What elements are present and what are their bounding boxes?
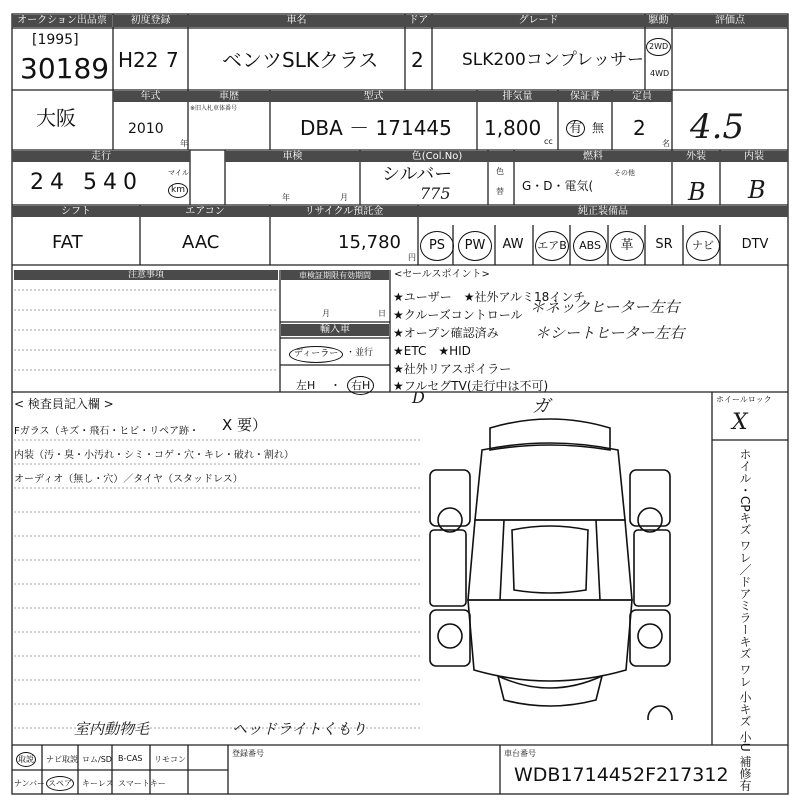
color-change-a: 色 bbox=[496, 167, 504, 176]
inspector-glass-need: X 要） bbox=[222, 416, 268, 434]
inspection-year-unit: 年 bbox=[282, 193, 290, 202]
displacement-value: 1,800 bbox=[484, 116, 542, 140]
car-body-diagram bbox=[420, 396, 680, 720]
label-year: 年式 bbox=[113, 91, 188, 102]
recall-month: 月 bbox=[322, 309, 330, 318]
cc-unit: cc bbox=[544, 137, 553, 146]
parallel: ・並行 bbox=[346, 348, 374, 358]
warranty-yes-circled: 有 bbox=[566, 120, 585, 137]
color-value: シルバー bbox=[382, 164, 453, 185]
hand-seat-heater: ＊シートヒーター左右 bbox=[535, 324, 685, 342]
label-fuel: 燃料 bbox=[514, 151, 672, 162]
label-vehicle-inspection: 車検 bbox=[225, 151, 360, 162]
inspection-month-unit: 月 bbox=[340, 193, 348, 202]
inspector-title: < 検査員記入欄 > bbox=[14, 397, 114, 411]
drive-4wd: 4WD bbox=[650, 69, 670, 78]
bottom-item-navi-manual: ナビ取説 bbox=[46, 755, 78, 764]
selling-point: ★ETC ★HID bbox=[393, 344, 471, 358]
hand-d-mark: D bbox=[412, 388, 425, 407]
handle-sep: ・ bbox=[330, 379, 341, 392]
selling-point: ★ユーザー ★社外アルミ18インチ bbox=[393, 290, 586, 304]
label-capacity: 定員 bbox=[612, 91, 672, 102]
option-dtv: DTV bbox=[741, 237, 769, 252]
wheel-lock-mark: X bbox=[732, 410, 748, 435]
first-reg-month: 7 bbox=[166, 48, 179, 72]
bottom-item-manual: 取説 bbox=[16, 752, 36, 767]
mileage-unit-km-circled: km bbox=[168, 183, 188, 198]
handle-left: 左H bbox=[296, 379, 316, 392]
label-aircon: エアコン bbox=[140, 206, 270, 217]
label-mileage: 走行 bbox=[12, 151, 190, 162]
label-color: 色(Col.No) bbox=[360, 151, 514, 162]
fuel-other: その他 bbox=[614, 169, 635, 177]
option-aw: AW bbox=[502, 237, 524, 252]
selling-point: ★社外リアスポイラー bbox=[393, 362, 512, 376]
label-shift: シフト bbox=[12, 206, 140, 217]
grade-value: SLK200コンプレッサー bbox=[462, 50, 645, 70]
label-mileage-cert: 車歴 bbox=[188, 91, 270, 102]
hand-headlight-fog: ヘッドライトくもり bbox=[232, 720, 367, 738]
model-year: 2010 bbox=[128, 121, 164, 137]
label-car-name: 車名 bbox=[188, 15, 405, 27]
doors-value: 2 bbox=[411, 48, 424, 72]
option-pw: PW bbox=[458, 231, 492, 261]
label-exterior: 外装 bbox=[672, 151, 720, 162]
interior-grade: B bbox=[748, 176, 766, 204]
label-remarks: 注意事項 bbox=[14, 270, 278, 280]
label-reg-number: 登録番号 bbox=[232, 749, 264, 758]
bottom-item-bcas: B-CAS bbox=[118, 754, 143, 763]
selling-point: ★フルセグTV(走行中は不可) bbox=[393, 379, 549, 393]
inspector-audio: オーディオ（無し・穴）／タイヤ（スタッドレス） bbox=[14, 474, 243, 485]
label-first-reg: 初度登録 bbox=[113, 15, 188, 27]
label-grade: グレード bbox=[432, 15, 645, 27]
hand-ga-mark: ガ bbox=[532, 396, 550, 417]
bottom-item-keyless: キーレス bbox=[82, 779, 114, 788]
selling-point: ★クルーズコントロール bbox=[393, 308, 523, 322]
region-value: 大阪 bbox=[36, 106, 76, 130]
right-vertical-note: ホイル・CPキズ ワレ／ドアミラーキズ ワレ 小キズ 小U 補修有 bbox=[738, 448, 752, 792]
bottom-item-spare: スペア bbox=[46, 776, 74, 791]
header-hidden-title: オークション出品票 bbox=[12, 15, 112, 27]
label-doors: ドア bbox=[405, 15, 432, 27]
selling-point: ★オープン確認済み bbox=[393, 326, 499, 340]
option-sr: SR bbox=[655, 237, 673, 252]
cert-note: ※旧入札車体番号 bbox=[190, 105, 238, 112]
bottom-item-rom-sd: ロム/SD bbox=[82, 755, 112, 764]
yen-unit: 円 bbox=[408, 253, 416, 262]
color-code: 775 bbox=[420, 184, 451, 203]
option-navi: ナビ bbox=[686, 231, 720, 261]
label-drive: 駆動 bbox=[645, 15, 672, 27]
label-equipment: 純正装備品 bbox=[418, 206, 788, 217]
label-recycle: リサイクル預託金 bbox=[270, 206, 418, 217]
year-unit: 年 bbox=[180, 139, 188, 148]
inspector-glass: Fガラス（キズ・飛石・ヒビ・リペア跡・ bbox=[14, 426, 200, 437]
capacity-value: 2 bbox=[633, 116, 646, 140]
recall-day: 日 bbox=[378, 309, 386, 318]
label-selling-points: <セールスポイント> bbox=[394, 269, 490, 280]
bottom-item-plate: ナンバー bbox=[14, 779, 46, 788]
label-interior: 内装 bbox=[720, 151, 788, 162]
mileage-digits: 24 540 bbox=[30, 170, 143, 195]
chassis-number: WDB1714452F217312 bbox=[514, 764, 729, 786]
first-reg-era: H22 bbox=[118, 48, 159, 72]
lot-number: 30189 bbox=[20, 52, 110, 85]
color-change-b: 替 bbox=[496, 187, 504, 196]
shift-value: FAT bbox=[52, 232, 83, 253]
label-import: 輸入車 bbox=[281, 324, 389, 336]
label-wheel-lock: ホイールロック bbox=[716, 395, 772, 404]
drive-2wd-circled: 2WD bbox=[646, 38, 671, 56]
score-handwritten: 4.5 bbox=[690, 107, 745, 147]
bottom-item-smartkey: スマートキー bbox=[118, 779, 166, 788]
dealer-circled: ディーラー bbox=[289, 346, 343, 363]
label-displacement: 排気量 bbox=[477, 91, 558, 102]
handle-right-circled: 右H bbox=[347, 376, 374, 395]
label-score: 評価点 bbox=[672, 15, 788, 27]
option-airbag: エアB bbox=[535, 231, 569, 261]
capacity-unit: 名 bbox=[662, 139, 670, 148]
hand-neck-heater: ＊ネックヒーター左右 bbox=[530, 298, 680, 316]
model-code: DBA － 171445 bbox=[300, 116, 452, 140]
option-leather: 革 bbox=[610, 231, 644, 261]
option-ps: PS bbox=[420, 231, 454, 261]
label-chassis: 車台番号 bbox=[504, 749, 536, 758]
aircon-value: AAC bbox=[182, 232, 220, 253]
recycle-fee: 15,780 bbox=[338, 232, 401, 253]
label-warranty: 保証書 bbox=[558, 91, 612, 102]
hand-animal-hair: 室内動物毛 bbox=[74, 720, 150, 738]
auction-code: [1995] bbox=[32, 32, 79, 48]
inspector-interior: 内装（汚・臭・小汚れ・シミ・コゲ・穴・キレ・破れ・割れ） bbox=[14, 450, 294, 461]
option-abs: ABS bbox=[573, 231, 607, 261]
fuel-value: G・D・電気( bbox=[522, 179, 594, 193]
label-model: 型式 bbox=[270, 91, 477, 102]
label-recall: 車検証期限有効期間 bbox=[281, 270, 389, 280]
car-name: ベンツSLKクラス bbox=[222, 48, 379, 72]
mileage-unit-mile: マイル bbox=[168, 169, 189, 177]
exterior-grade: B bbox=[688, 178, 706, 206]
bottom-item-remote: リモコン bbox=[154, 755, 186, 764]
warranty-no: 無 bbox=[592, 121, 605, 135]
